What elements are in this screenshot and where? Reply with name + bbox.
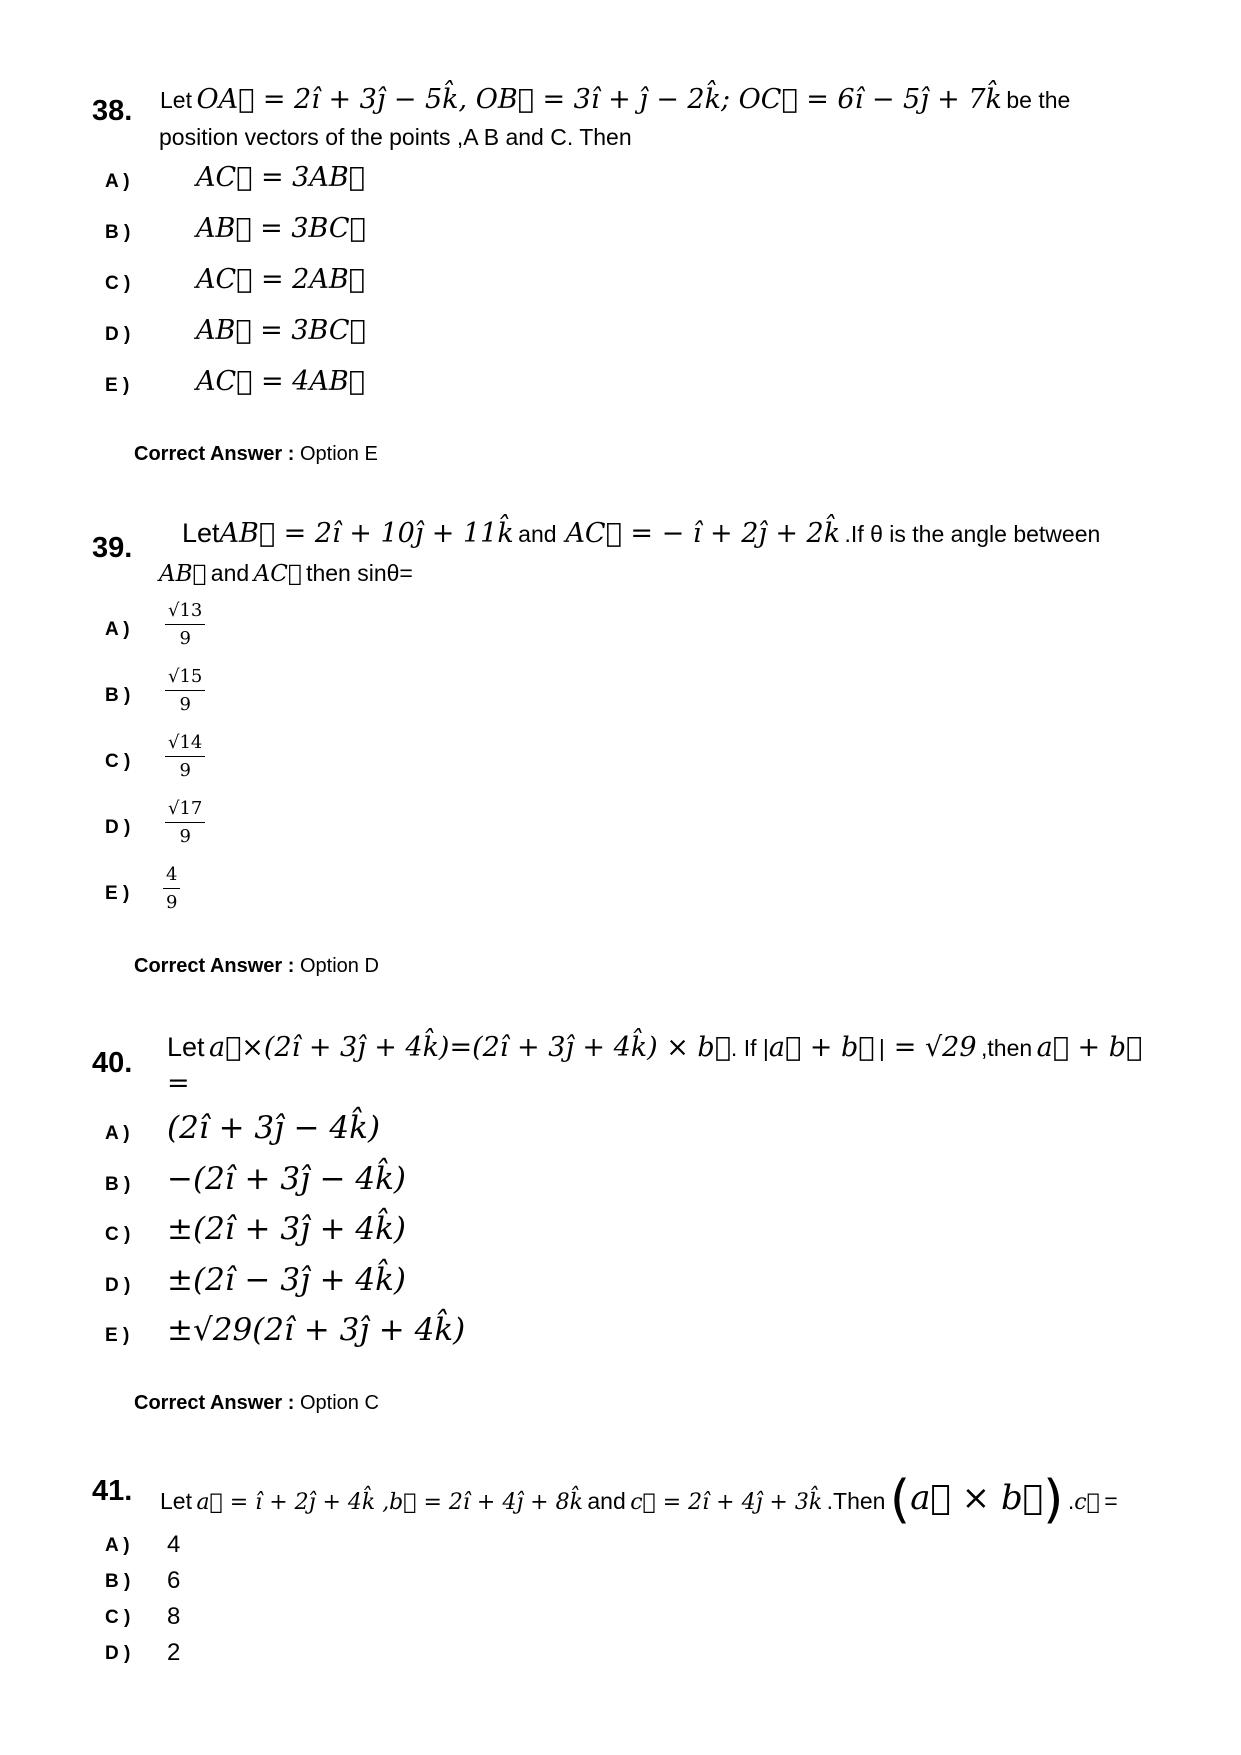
q39-option-c[interactable]: [165, 732, 205, 781]
q39-option-d-num: √17: [165, 798, 205, 823]
q40-option-d-label[interactable]: D ): [105, 1275, 131, 1296]
q40-option-b-label[interactable]: B ): [105, 1174, 131, 1195]
q39-option-c-label[interactable]: C ): [105, 751, 131, 772]
question-39-stem: [182, 518, 1100, 549]
q40-let: Let: [167, 1032, 205, 1062]
q41-option-c-label[interactable]: C ): [105, 1607, 131, 1628]
q38-option-d[interactable]: AB⃗ = 3BC⃗: [196, 315, 366, 346]
q38-correct-answer: [134, 443, 378, 466]
q39-option-a-num: √13: [165, 600, 205, 625]
question-41-number: 41.: [92, 1475, 133, 1507]
q40-math2: a⃗ + b⃗: [768, 1032, 875, 1063]
q38-option-e-label[interactable]: E ): [105, 375, 130, 396]
question-39-line2: [159, 560, 413, 587]
q39-option-e-label[interactable]: E ): [105, 883, 130, 904]
q38-option-a-label[interactable]: A ): [105, 171, 130, 192]
question-38-line2: position vectors of the points ,A B and C. Then: [159, 124, 632, 150]
q39-option-d[interactable]: [165, 798, 205, 847]
q39-and: and: [518, 521, 557, 547]
q41-cross: a⃗ × b⃗: [910, 1478, 1044, 1518]
question-38-stem: [160, 84, 1070, 115]
q39-option-c-num: √14: [165, 732, 205, 757]
q39-correct-answer: [134, 955, 379, 978]
q38-be: be the: [1006, 87, 1071, 113]
q38-option-d-label[interactable]: D ): [105, 324, 131, 345]
q39-option-c-den: 9: [179, 759, 191, 781]
q40-option-c[interactable]: ±(2î + 3ĵ + 4k̂): [167, 1211, 407, 1247]
q41-rparen: ): [1043, 1470, 1064, 1530]
q41-dot: .: [1067, 1488, 1075, 1514]
q39-option-d-den: 9: [179, 825, 191, 847]
q41-math: a⃗ = î + 2ĵ + 4k̂ ,b⃗ = 2î + 4ĵ + 8k̂: [196, 1490, 583, 1515]
q38-option-e[interactable]: AC⃗ = 4AB⃗: [196, 366, 365, 397]
q41-c: c⃗ = 2î + 4ĵ + 3k̂: [630, 1490, 823, 1515]
q40-bar: |: [878, 1035, 885, 1061]
q39-ab: AB⃗ = 2î + 10ĵ + 11k̂: [219, 518, 514, 549]
q40-option-b[interactable]: −(2î + 3ĵ − 4k̂): [167, 1161, 407, 1197]
q40-option-a-label[interactable]: A ): [105, 1123, 130, 1144]
q39-line2-and: and: [210, 560, 250, 586]
q40-option-d[interactable]: ±(2î − 3ĵ + 4k̂): [167, 1262, 407, 1298]
q39-option-b-num: √15: [165, 666, 205, 691]
q39-line2-rest: then sinθ=: [306, 560, 413, 586]
q38-option-b[interactable]: AB⃗ = 3BC⃗: [196, 213, 366, 244]
q39-let: Let: [182, 518, 220, 548]
q41-option-b-label[interactable]: B ): [105, 1571, 131, 1592]
q38-math: OA⃗ = 2î + 3ĵ − 5k̂, OB⃗ = 3î + ĵ − 2k̂; OC⃗ = 6î − 5ĵ + 7k̂: [196, 84, 1002, 115]
q39-option-e[interactable]: [163, 864, 180, 913]
q39-option-a-label[interactable]: A ): [105, 619, 130, 640]
q39-option-a[interactable]: [165, 600, 205, 649]
q41-option-b[interactable]: 6: [167, 1567, 181, 1594]
q41-option-a[interactable]: 4: [167, 1531, 181, 1558]
q39-line2-ab: AB⃗: [159, 561, 207, 587]
q41-then: .Then: [826, 1488, 886, 1514]
q38-option-c-label[interactable]: C ): [105, 273, 131, 294]
q40-answer-value: Option C: [299, 1392, 379, 1414]
q41-option-d[interactable]: 2: [167, 1639, 181, 1666]
question-40-line2: =: [167, 1068, 190, 1099]
question-40-stem: [167, 1032, 1142, 1063]
q39-ac: AC⃗ = − î + 2ĵ + 2k̂: [565, 518, 841, 549]
q38-answer-label: Correct Answer :: [134, 443, 295, 465]
q39-option-b-den: 9: [179, 693, 191, 715]
q40-correct-answer: [134, 1392, 379, 1415]
q40-option-e[interactable]: ±√29(2î + 3ĵ + 4k̂): [167, 1312, 466, 1348]
q38-answer-value: Option E: [299, 443, 378, 465]
question-40-number: 40.: [92, 1047, 133, 1079]
q41-option-d-label[interactable]: D ): [105, 1643, 131, 1664]
q39-option-e-den: 9: [166, 891, 178, 913]
question-39-number: 39.: [92, 532, 133, 564]
q40-option-a[interactable]: (2î + 3ĵ − 4k̂): [167, 1110, 381, 1146]
q39-option-a-den: 9: [179, 627, 191, 649]
q39-option-d-label[interactable]: D ): [105, 817, 131, 838]
q40-answer-label: Correct Answer :: [134, 1392, 295, 1414]
q40-then: ,then: [981, 1035, 1033, 1061]
q40-math1: a⃗×(2î + 3ĵ + 4k̂)=(2î + 3ĵ + 4k̂) × b⃗: [209, 1032, 731, 1063]
q41-eq: =: [1104, 1488, 1118, 1514]
question-38-number: 38.: [92, 95, 133, 127]
q39-line2-ac: AC⃗: [253, 561, 302, 587]
question-41-stem: [160, 1470, 1118, 1530]
q41-c2: c⃗: [1074, 1490, 1100, 1515]
q40-option-e-label[interactable]: E ): [105, 1325, 130, 1346]
q41-and: and: [587, 1488, 626, 1514]
q40-if: . If |: [730, 1035, 769, 1061]
q39-option-b[interactable]: [165, 666, 205, 715]
q39-option-e-num: 4: [163, 864, 180, 889]
q41-option-a-label[interactable]: A ): [105, 1535, 130, 1556]
q38-let: Let: [160, 87, 192, 113]
q39-answer-label: Correct Answer :: [134, 955, 295, 977]
q38-option-a[interactable]: AC⃗ = 3AB⃗: [196, 162, 365, 193]
q38-option-b-label[interactable]: B ): [105, 222, 131, 243]
q39-rest: .If θ is the angle between: [844, 521, 1101, 547]
q41-let: Let: [160, 1488, 192, 1514]
q40-math4: a⃗ + b⃗: [1036, 1032, 1143, 1063]
q39-option-b-label[interactable]: B ): [105, 685, 131, 706]
q40-math3: = √29: [893, 1032, 977, 1063]
q39-answer-value: Option D: [299, 955, 379, 977]
q38-option-c[interactable]: AC⃗ = 2AB⃗: [196, 264, 365, 295]
q40-option-c-label[interactable]: C ): [105, 1224, 131, 1245]
q41-option-c[interactable]: 8: [167, 1603, 181, 1630]
q41-lparen: (: [889, 1470, 911, 1530]
